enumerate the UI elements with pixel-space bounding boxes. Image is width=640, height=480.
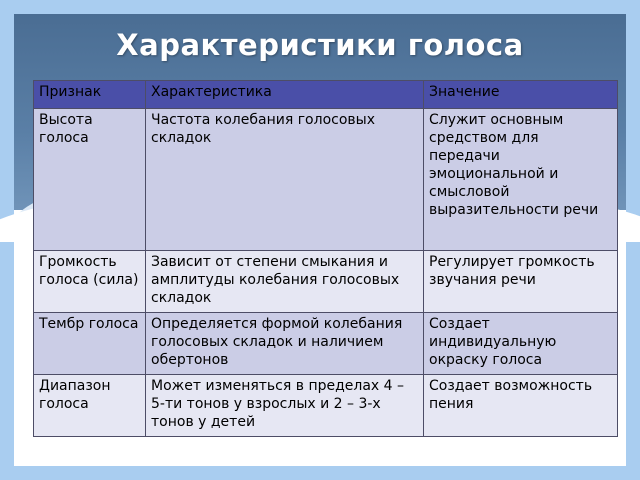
cell-feature: Тембр голоса bbox=[34, 313, 146, 375]
cell-feature: Громкость голоса (сила) bbox=[34, 251, 146, 313]
header-characteristic: Характеристика bbox=[146, 81, 424, 109]
cell-meaning: Создает возможность пения bbox=[424, 375, 618, 437]
table-header-row bbox=[34, 81, 618, 109]
table-row bbox=[34, 375, 618, 437]
cell-meaning: Служит основным средством для передачи эмоциональной и смысловой выразительности речи bbox=[424, 109, 618, 251]
cell-characteristic: Частота колебания голосовых складок bbox=[146, 109, 424, 251]
characteristics-table bbox=[33, 80, 618, 437]
table-row bbox=[34, 313, 618, 375]
cell-feature: Диапазон голоса bbox=[34, 375, 146, 437]
table-row bbox=[34, 109, 618, 251]
header-meaning: Значение bbox=[424, 81, 618, 109]
cell-meaning: Регулирует громкость звучания речи bbox=[424, 251, 618, 313]
slide-title: Характеристики голоса bbox=[116, 28, 524, 62]
cell-characteristic: Определяется формой колебания голосовых складок и наличием обертонов bbox=[146, 313, 424, 375]
cell-characteristic: Зависит от степени смыкания и амплитуды колебания голосовых складок bbox=[146, 251, 424, 313]
header-feature: Признак bbox=[34, 81, 146, 109]
cell-meaning: Создает индивидуальную окраску голоса bbox=[424, 313, 618, 375]
table-row bbox=[34, 251, 618, 313]
cell-feature: Высота голоса bbox=[34, 109, 146, 251]
cell-characteristic: Может изменяться в пределах 4 – 5-ти тонов у взрослых и 2 – 3-х тонов у детей bbox=[146, 375, 424, 437]
